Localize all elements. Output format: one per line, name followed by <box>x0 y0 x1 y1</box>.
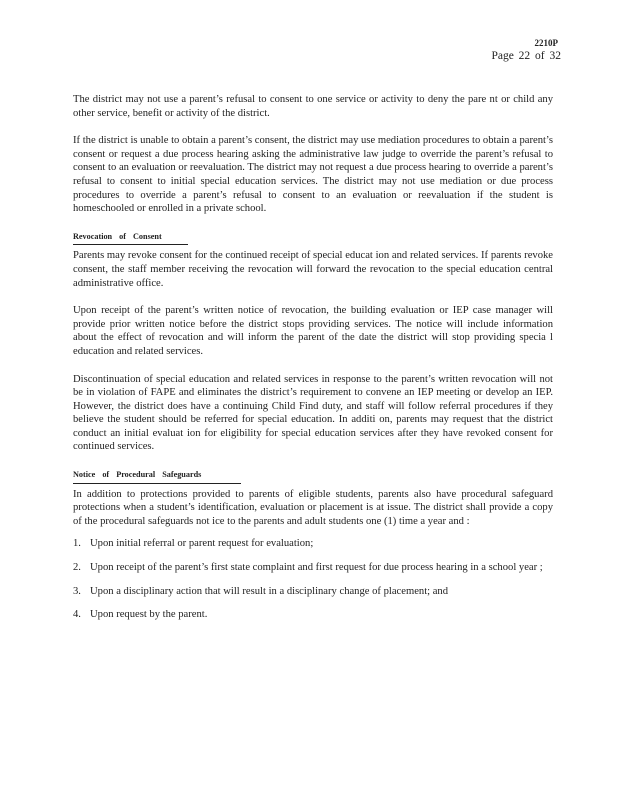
policy-code: 2210P <box>534 38 558 48</box>
paragraph: If the district is unable to obtain a parent’s consent, the district may use mediation procedures to obtain a parent’s consent or request a due process hearing asking the administrative law judge to override the parent’s refusal to consent to an evaluation or reevaluation. The district may not request a due process hearing to override a parent’s refusal to consent to initial special education services. The district may not use mediation or due process procedures to override a parent’s refusal to consent to an evaluation or reevaluation if the student is homeschooled or enrolled in a private school. <box>73 135 553 215</box>
list-number: 3. <box>73 585 81 597</box>
list-item-text: Upon receipt of the parent’s first state complaint and first request for due process hearing in a school year ; <box>90 562 543 574</box>
paragraph: Upon receipt of the parent’s written notice of revocation, the building evaluation or IEP case manager will provide prior written notice before the district stops providing services. The notice will include information about the effect of revocation and will inform the parent of the date the district will stop providing specia l education and related services. <box>73 305 553 357</box>
list-item <box>73 537 553 551</box>
list-item <box>73 561 553 575</box>
safeguards-list <box>73 537 553 621</box>
paragraph: Discontinuation of special education and related services in response to the parent’s written revocation will not be in violation of FAPE and eliminates the district’s requirement to convene an IEP meeting or develop an IEP. However, the district does have a continuing Child Find duty, and staff will follow referral procedures if they believe the student should be referred for special education. In additi on, parents may request that the district conduct an initial evaluat ion for eligibility for special education services after they have revoked consent for continued services. <box>73 373 553 453</box>
list-item-text: Upon request by the parent. <box>90 609 208 621</box>
list-item <box>73 585 553 599</box>
list-number: 1. <box>73 538 81 550</box>
section-heading-revocation: Revocation of Consent <box>73 230 188 246</box>
paragraph: The district may not use a parent’s refusal to consent to one service or activity to deny the pare nt or child any other service, benefit or activity of the district. <box>73 94 553 119</box>
list-number: 4. <box>73 609 81 621</box>
paragraph: In addition to protections provided to parents of eligible students, parents also have procedural safeguard protections when a student’s identification, evaluation or placement is at issue. The district shall provide a copy of the procedural safeguards not ice to the parents and adult students one (1) time a year and : <box>73 488 553 527</box>
page-number: Page 22 of 32 <box>491 50 561 62</box>
document-body <box>73 93 553 632</box>
paragraph: Parents may revoke consent for the continued receipt of special educat ion and related services. If parents revoke consent, the staff member receiving the revocation will forward the revocation to the special education central administrative office. <box>73 250 553 289</box>
section-heading-safeguards: Notice of Procedural Safeguards <box>73 468 241 484</box>
list-item-text: Upon a disciplinary action that will result in a disciplinary change of placement; and <box>90 585 449 597</box>
list-item-text: Upon initial referral or parent request for evaluation; <box>90 538 314 550</box>
list-number: 2. <box>73 562 81 574</box>
list-item <box>73 608 553 622</box>
